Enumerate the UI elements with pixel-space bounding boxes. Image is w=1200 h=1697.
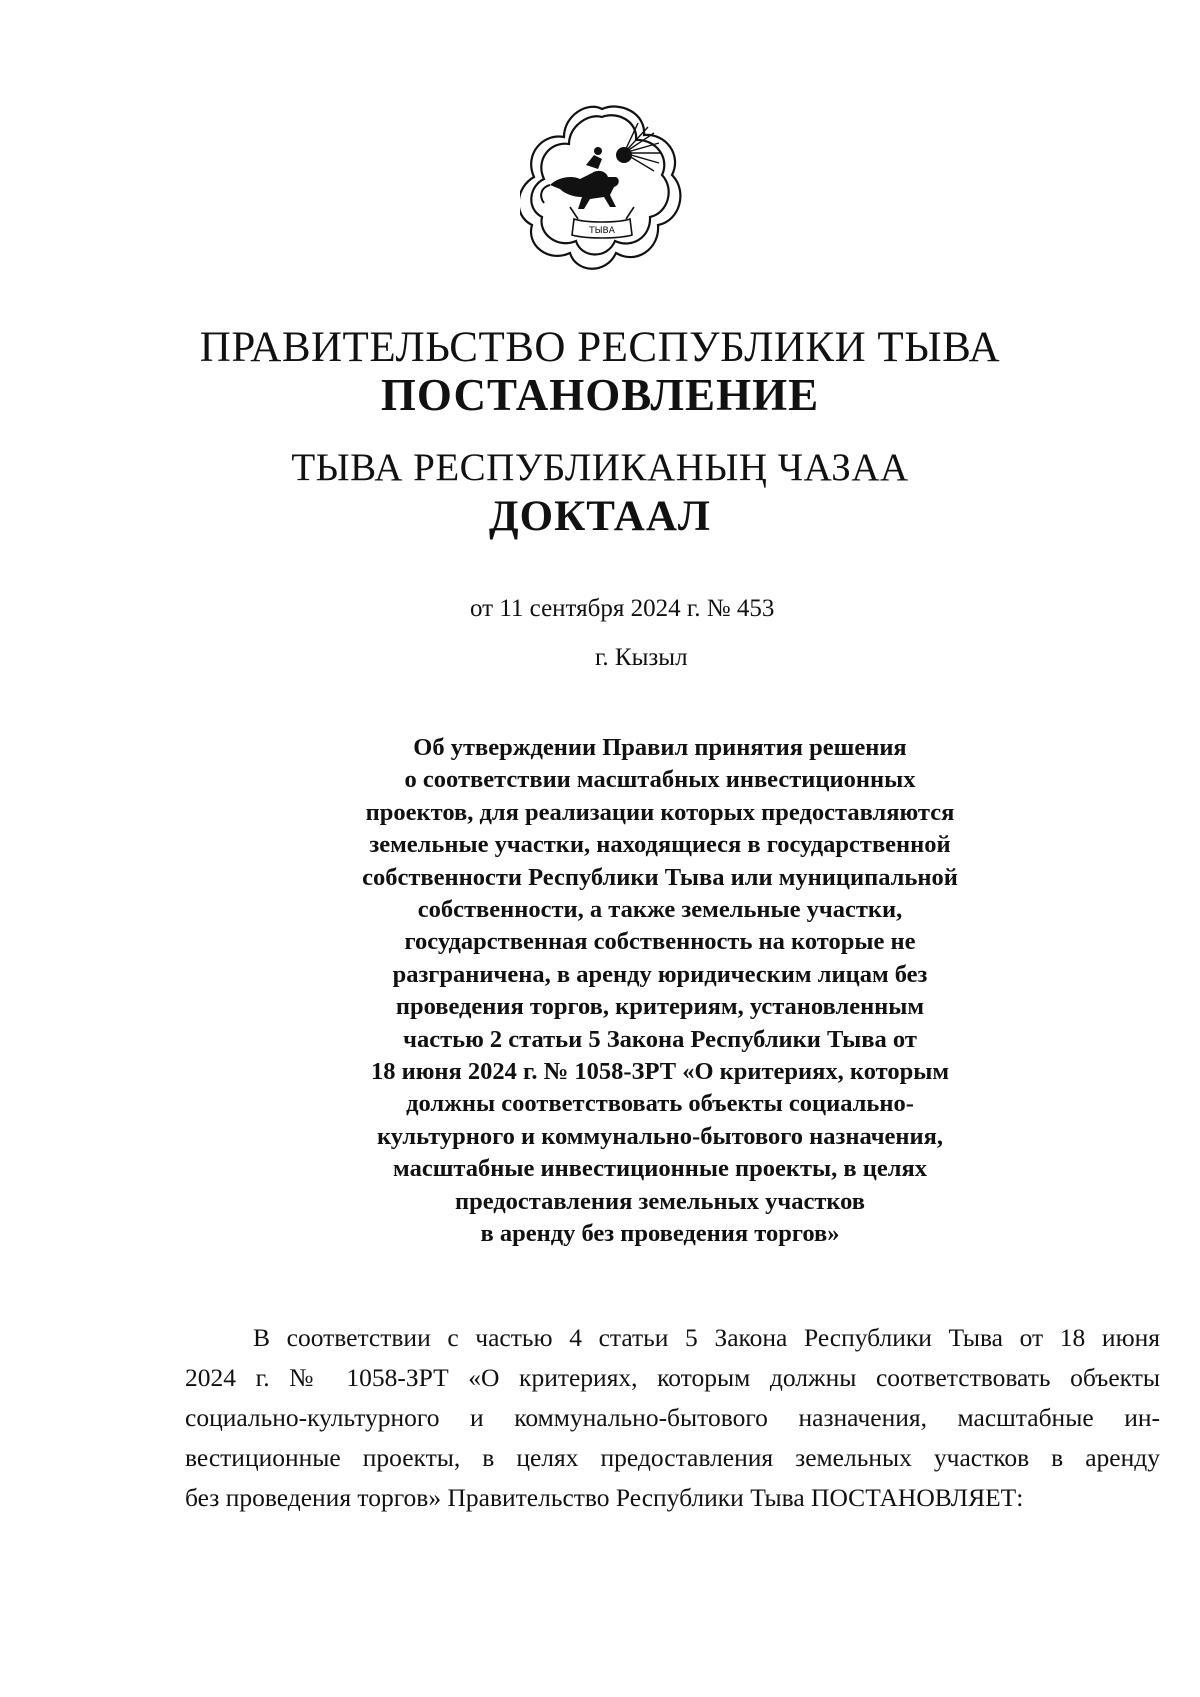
government-heading-tyvan: ТЫВА РЕСПУБЛИКАНЫҢ ЧАЗАА [291,446,909,489]
body-line: вестиционные проекты, в целях предоставления земельных участков в аренду [185,1443,1160,1472]
title-line: собственности, а также земельные участки, [417,896,903,924]
body-paragraph [185,1318,1160,1518]
title-line: государственная собственность на которые не [404,928,916,956]
title-line: о соответствии масштабных инвестиционных [404,766,916,794]
decree-heading-tyvan: ДОКТААЛ [489,493,711,540]
title-line: в аренду без проведения торгов» [480,1220,840,1248]
decree-heading: ПОСТАНОВЛЕНИЕ [380,370,820,420]
body-line: без проведения торгов» Правительство Республики Тыва ПОСТАНОВЛЯЕТ: [185,1483,1024,1512]
document-title [290,732,1030,1251]
title-line: должны соответствовать объекты социально- [406,1090,914,1118]
svg-text:ТЫВА: ТЫВА [589,226,615,236]
title-line: проектов, для реализации которых предоставляются [365,798,955,826]
title-line: собственности Республики Тыва или муниципальной [362,863,958,891]
title-line: проведения торгов, критериям, установленным [395,993,925,1021]
government-heading: ПРАВИТЕЛЬСТВО РЕСПУБЛИКИ ТЫВА [199,324,1001,371]
body-line: В соответствии с частью 4 статьи 5 Закона Республики Тыва от 18 июня [253,1323,1160,1352]
title-line: 18 июня 2024 г. № 1058-ЗРТ «О критериях, которым [370,1058,950,1086]
title-line: предоставления земельных участков [454,1187,866,1215]
body-line: социально-культурного и коммунально-бытового назначения, масштабные ин- [185,1403,1160,1432]
title-line: масштабные инвестиционные проекты, в целях [393,1155,927,1183]
title-line: культурного и коммунально-бытового назначения, [376,1122,944,1150]
document-city: г. Кызыл [595,644,688,671]
title-line: земельные участки, находящиеся в государственной [369,831,951,859]
body-line: 2024 г. № 1058-ЗРТ «О критериях, которым должны соответствовать объекты [185,1363,1160,1392]
title-line: Об утверждении Правил принятия решения [413,734,907,761]
title-line: разграничена, в аренду юридическим лицам без [392,960,928,988]
title-line: частью 2 статьи 5 Закона Республики Тыва от [403,1025,917,1053]
tyva-coat-of-arms-icon [520,103,685,278]
document-date-number: от 11 сентября 2024 г. № 453 [470,595,775,622]
